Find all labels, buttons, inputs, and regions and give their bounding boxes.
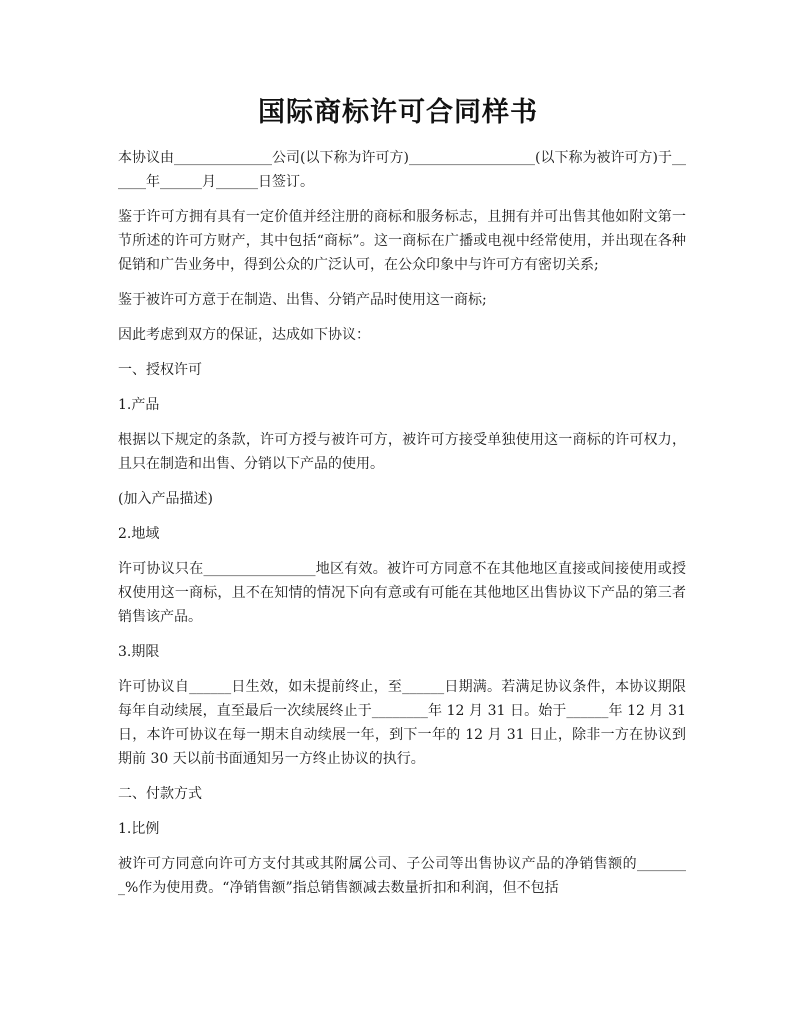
body-paragraph: 被许可方同意向许可方支付其或其附属公司、子公司等出售协议产品的净销售额的________%作为使用费。“净销售额”指总销售额减去数量折扣和利润，但不包括 [118,856,686,896]
document-title: 国际商标许可合同样书 [258,97,538,128]
body-paragraph: (加入产品描述) [118,491,213,507]
subsection-heading: 1.产品 [118,397,160,413]
recital-paragraph: 鉴于许可方拥有具有一定价值并经注册的商标和服务标志，且拥有并可出售其他如附文第一节所述的许可方财产，其中包括“商标”。这一商标在广播或电视中经常使用，并出现在各种促销和广告业务中，得到公众的广泛认可，在公众印象中与许可方有密切关系; [118,209,686,273]
section-heading: 一、授权许可 [118,362,202,378]
document-body [118,146,686,911]
subsection-heading: 1.比例 [118,821,160,837]
subsection-heading: 3.期限 [118,644,160,660]
preamble-paragraph: 本协议由______________公司(以下称为许可方)__________________(以下称为被许可方)于______年______月______日签订。 [118,150,686,190]
section-heading: 二、付款方式 [118,786,202,802]
body-paragraph: 根据以下规定的条款，许可方授与被许可方，被许可方接受单独使用这一商标的许可权力，且只在制造和出售、分销以下产品的使用。 [118,432,686,472]
body-paragraph: 许可协议只在________________地区有效。被许可方同意不在其他地区直接或间接使用或授权使用这一商标，且不在知情的情况下向有意或有可能在其他地区出售协议下产品的第三者销售该产品。 [118,561,686,625]
subsection-heading: 2.地域 [118,526,160,542]
recital-paragraph: 因此考虑到双方的保证，达成如下协议： [118,327,370,343]
body-paragraph: 许可协议自______日生效，如未提前终止，至______日期满。若满足协议条件，本协议期限每年自动续展，直至最后一次续展终止于________年 12 月 31 日。始于______年 12 月 31 日，本许可协议在每一期末自动续展一年，到下一年的 12 月 31 日止，除非一方在协议到期前 30 天以前书面通知另一方终止协议的执行。 [118,679,686,767]
recital-paragraph: 鉴于被许可方意于在制造、出售、分销产品时使用这一商标; [118,292,487,308]
